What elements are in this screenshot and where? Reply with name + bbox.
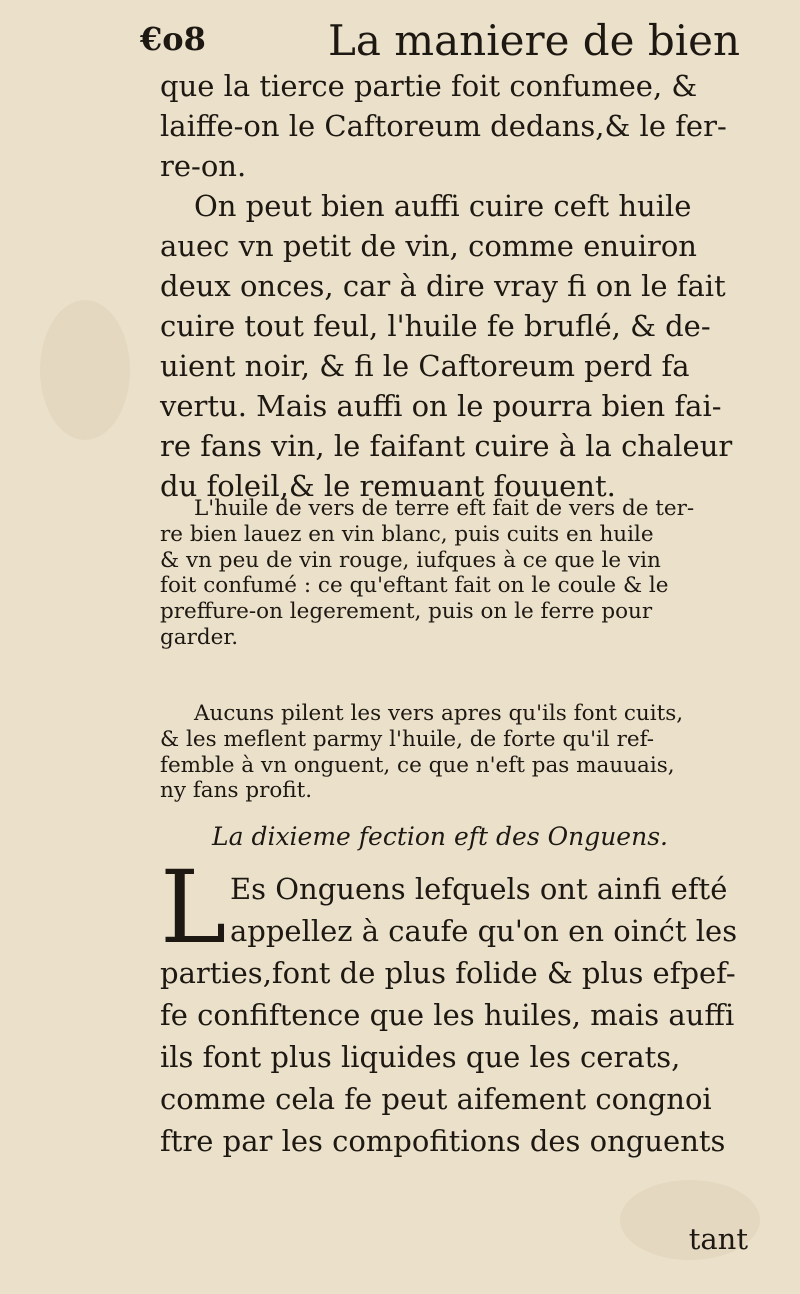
text-line: deux onces, car à dire vray fi on le fait (160, 269, 726, 303)
text-line: appellez à caufe qu'on en oinćt les (230, 914, 738, 948)
text-line: fe confiftence que les huiles, mais auffi (160, 998, 735, 1032)
text-line: L'huile de vers de terre eft fait de vers de ter- (194, 496, 695, 521)
paragraph-2 (160, 186, 800, 506)
text-line: preffure-on legerement, puis on le ferre pour (160, 599, 653, 625)
text-line: re-on. (160, 149, 247, 183)
text-line: & vn peu de vin rouge, iufques à ce que le vin (160, 547, 661, 573)
text-line: que la tierce partie foit confumee, & (160, 69, 698, 103)
paragraph-4 (160, 701, 800, 804)
text-line: auec vn petit de vin, comme enuiron (160, 229, 697, 263)
text-line: femble à vn onguent, ce que n'eft pas mauuais, (160, 752, 675, 778)
text-line: re fans vin, le faifant cuire à la chaleur (160, 429, 733, 463)
text-line: re bien lauez en vin blanc, puis cuits en huile (160, 521, 654, 547)
text-line: ftre par les compofitions des onguents (160, 1124, 726, 1158)
page-number: €o8 (140, 20, 206, 58)
text-line: laiffe-on le Caftoreum dedans,& le fer- (160, 109, 727, 143)
text-line: vertu. Mais auffi on le pourra bien fai- (160, 389, 722, 423)
running-title: La maniere de bien (328, 16, 741, 65)
text-line: ny fans profit. (160, 778, 313, 804)
paragraph-3 (160, 496, 800, 651)
catchword: tant (688, 1222, 748, 1256)
paragraph-1 (160, 66, 800, 186)
text-line: parties,font de plus folide & plus efpef- (160, 956, 736, 990)
text-line: On peut bien auffi cuire ceft huile (194, 189, 692, 223)
text-line: du foleil,& le remuant fouuent. (160, 469, 616, 503)
paper-stain (40, 300, 130, 440)
text-line: foit confumé : ce qu'eftant fait on le coule & le (160, 573, 669, 599)
text-line: & les meflent parmy l'huile, de forte qu'il ref- (160, 726, 655, 752)
text-line: garder. (160, 624, 239, 650)
paragraph-5 (160, 849, 800, 1162)
text-line: comme cela fe peut aifement congnoi (160, 1082, 712, 1116)
text-line: cuire tout feul, l'huile fe bruflé, & de- (160, 309, 711, 343)
text-line: Aucuns pilent les vers apres qu'ils font cuits, (194, 701, 684, 726)
page-header (140, 10, 741, 70)
section-heading: La dixieme fection eft des Onguens. (212, 822, 668, 851)
text-line: uient noir, & fi le Caftoreum perd fa (160, 349, 690, 383)
drop-cap: L (160, 849, 227, 966)
text-line: Es Onguens lefquels ont ainfi efté (230, 872, 728, 906)
text-line: ils font plus liquides que les cerats, (160, 1040, 681, 1074)
